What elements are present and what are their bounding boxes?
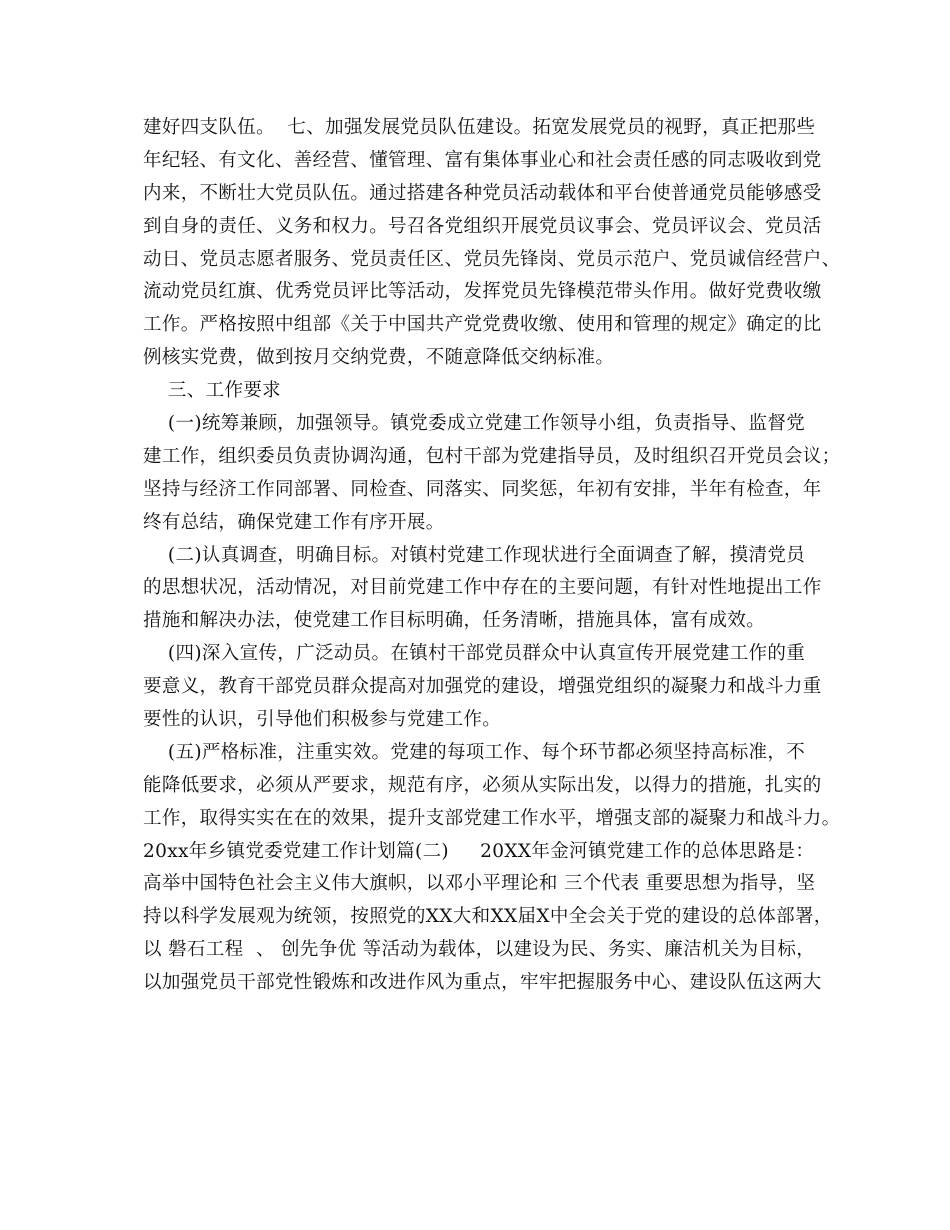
section-heading: 三、工作要求: [143, 380, 282, 402]
text-line: 持以科学发展观为统领，按照党的XX大和XX届X中全会关于党的建设的总体部署，: [143, 906, 833, 928]
text-line: 措施和解决办法，使党建工作目标明确，任务清晰，措施具体，富有成效。: [143, 610, 766, 632]
text-line: 终有总结，确保党建工作有序开展。: [143, 511, 445, 533]
text-line: (一)统筹兼顾，加强领导。镇党委成立党建工作领导小组，负责指导、监督党: [143, 413, 806, 435]
text-line: 动日、党员志愿者服务、党员责任区、党员先锋岗、党员示范户、党员诚信经营户、: [143, 248, 841, 270]
text-line: 以 磐石工程 、 创先争优 等活动为载体，以建设为民、务实、廉洁机关为目标，: [143, 939, 816, 961]
text-line: 能降低要求，必须从严要求，规范有序，必须从实际出发，以得力的措施，扎实的: [143, 774, 822, 796]
text-line: (五)严格标准，注重实效。党建的每项工作、每个环节都必须坚持高标准，不: [143, 741, 806, 763]
text-line: 工作。严格按照中组部《关于中国共产党党费收缴、使用和管理的规定》确定的比: [143, 314, 822, 336]
text-line: 以加强党员干部党性锻炼和改进作风为重点，牢牢把握服务中心、建设队伍这两大: [143, 972, 822, 994]
text-line: 到自身的责任、义务和权力。号召各党组织开展党员议事会、党员评议会、党员活: [143, 215, 822, 237]
text-line: 工作，取得实实在在的效果，提升支部党建工作水平，增强支部的凝聚力和战斗力。: [143, 807, 841, 829]
text-line: 年纪轻、有文化、善经营、懂管理、富有集体事业心和社会责任感的同志吸收到党: [143, 149, 822, 171]
text-line: (二)认真调查，明确目标。对镇村党建工作现状进行全面调查了解，摸清党员: [143, 544, 806, 566]
text-line: 20xx年乡镇党委党建工作计划篇(二) 20XX年金河镇党建工作的总体思路是：: [143, 840, 815, 862]
text-line: (四)深入宣传，广泛动员。在镇村干部党员群众中认真宣传开展党建工作的重: [143, 643, 806, 665]
text-line: 流动党员红旗、优秀党员评比等活动，发挥党员先锋模范带头作用。做好党费收缴: [143, 281, 822, 303]
text-line: 建好四支队伍。 七、加强发展党员队伍建设。拓宽发展党员的视野，真正把那些: [143, 117, 816, 138]
document-body: [143, 112, 841, 1000]
text-line: 的思想状况，活动情况，对目前党建工作中存在的主要问题，有针对性地提出工作: [143, 577, 822, 599]
text-line: 要意义，教育干部党员群众提高对加强党的建设，增强党组织的凝聚力和战斗力重: [143, 676, 822, 698]
text-line: 要性的认识，引导他们积极参与党建工作。: [143, 709, 502, 731]
text-line: 内来，不断壮大党员队伍。通过搭建各种党员活动载体和平台使普通党员能够感受: [143, 182, 822, 204]
text-line: 建工作，组织委员负责协调沟通，包村干部为党建指导员，及时组织召开党员会议；: [143, 445, 841, 467]
text-line: 高举中国特色社会主义伟大旗帜，以邓小平理论和 三个代表 重要思想为指导，坚: [143, 873, 816, 895]
text-line: 例核实党费，做到按月交纳党费，不随意降低交纳标准。: [143, 347, 615, 369]
text-line: 坚持与经济工作同部署、同检查、同落实、同奖惩，年初有安排，半年有检查，年: [143, 478, 822, 500]
